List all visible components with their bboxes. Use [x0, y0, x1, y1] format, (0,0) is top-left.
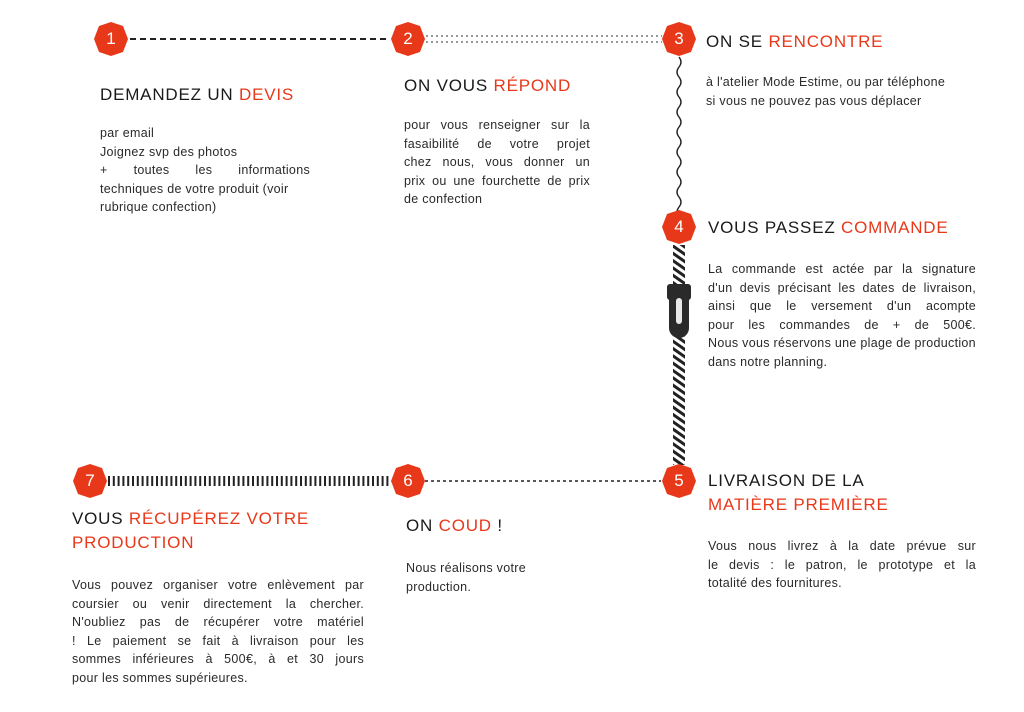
step-4-title: VOUS PASSEZ COMMANDE	[708, 218, 949, 237]
step-2-description: pour vous renseigner sur la fasaibilité de votre projet chez nous, vous donner un prix ou une fourchette de prix de confection	[404, 118, 590, 206]
connector-3-4	[677, 57, 681, 217]
step-4-badge: 4	[661, 209, 697, 245]
step-3-title: ON SE RENCONTRE	[706, 32, 884, 51]
zipper-pull-icon	[667, 284, 691, 338]
step-3-badge: 3	[661, 21, 697, 57]
step-7-description: Vous pouvez organiser votre enlèvement par coursier ou venir directement la chercher. N'oubliez pas de récupérer votre matériel ! Le paiement se fait à livraison pour les sommes inférieures à 500€, à et 30 jours pour les sommes supérieures.	[72, 578, 364, 685]
step-1-badge: 1	[93, 21, 129, 57]
step-6-description: Nous réalisons votre production.	[406, 561, 526, 594]
step-3-description: à l'atelier Mode Estime, ou par téléphone si vous ne pouvez pas vous déplacer	[706, 75, 946, 108]
step-6-title: ON COUD !	[406, 516, 503, 535]
connector-4-5	[673, 245, 685, 465]
step-5-title: LIVRAISON DE LA MATIÈRE PREMIÈRE	[708, 471, 889, 514]
step-1-description: par email Joignez svp des photos + toutes les informations techniques de votre produit (voir rubrique confection)	[100, 126, 310, 214]
step-2-badge: 2	[390, 21, 426, 57]
step-5-badge: 5	[661, 463, 697, 499]
step-7-title: VOUS RÉCUPÉREZ VOTRE PRODUCTION	[72, 509, 310, 552]
step-5-description: Vous nous livrez à la date prévue sur le devis : le patron, le prototype et la totalité des fournitures.	[708, 539, 976, 590]
step-2-title: ON VOUS RÉPOND	[404, 76, 572, 95]
step-6-badge: 6	[390, 463, 426, 499]
step-7-badge: 7	[72, 463, 108, 499]
step-1-title: DEMANDEZ UN DEVIS	[100, 85, 295, 104]
step-4-description: La commande est actée par la signature d'un devis précisant les dates de livraison, ainsi que le versement d'un acompte pour les commandes de + de 500€. Nous vous réservons une plage de production dans notre planning.	[708, 262, 976, 369]
